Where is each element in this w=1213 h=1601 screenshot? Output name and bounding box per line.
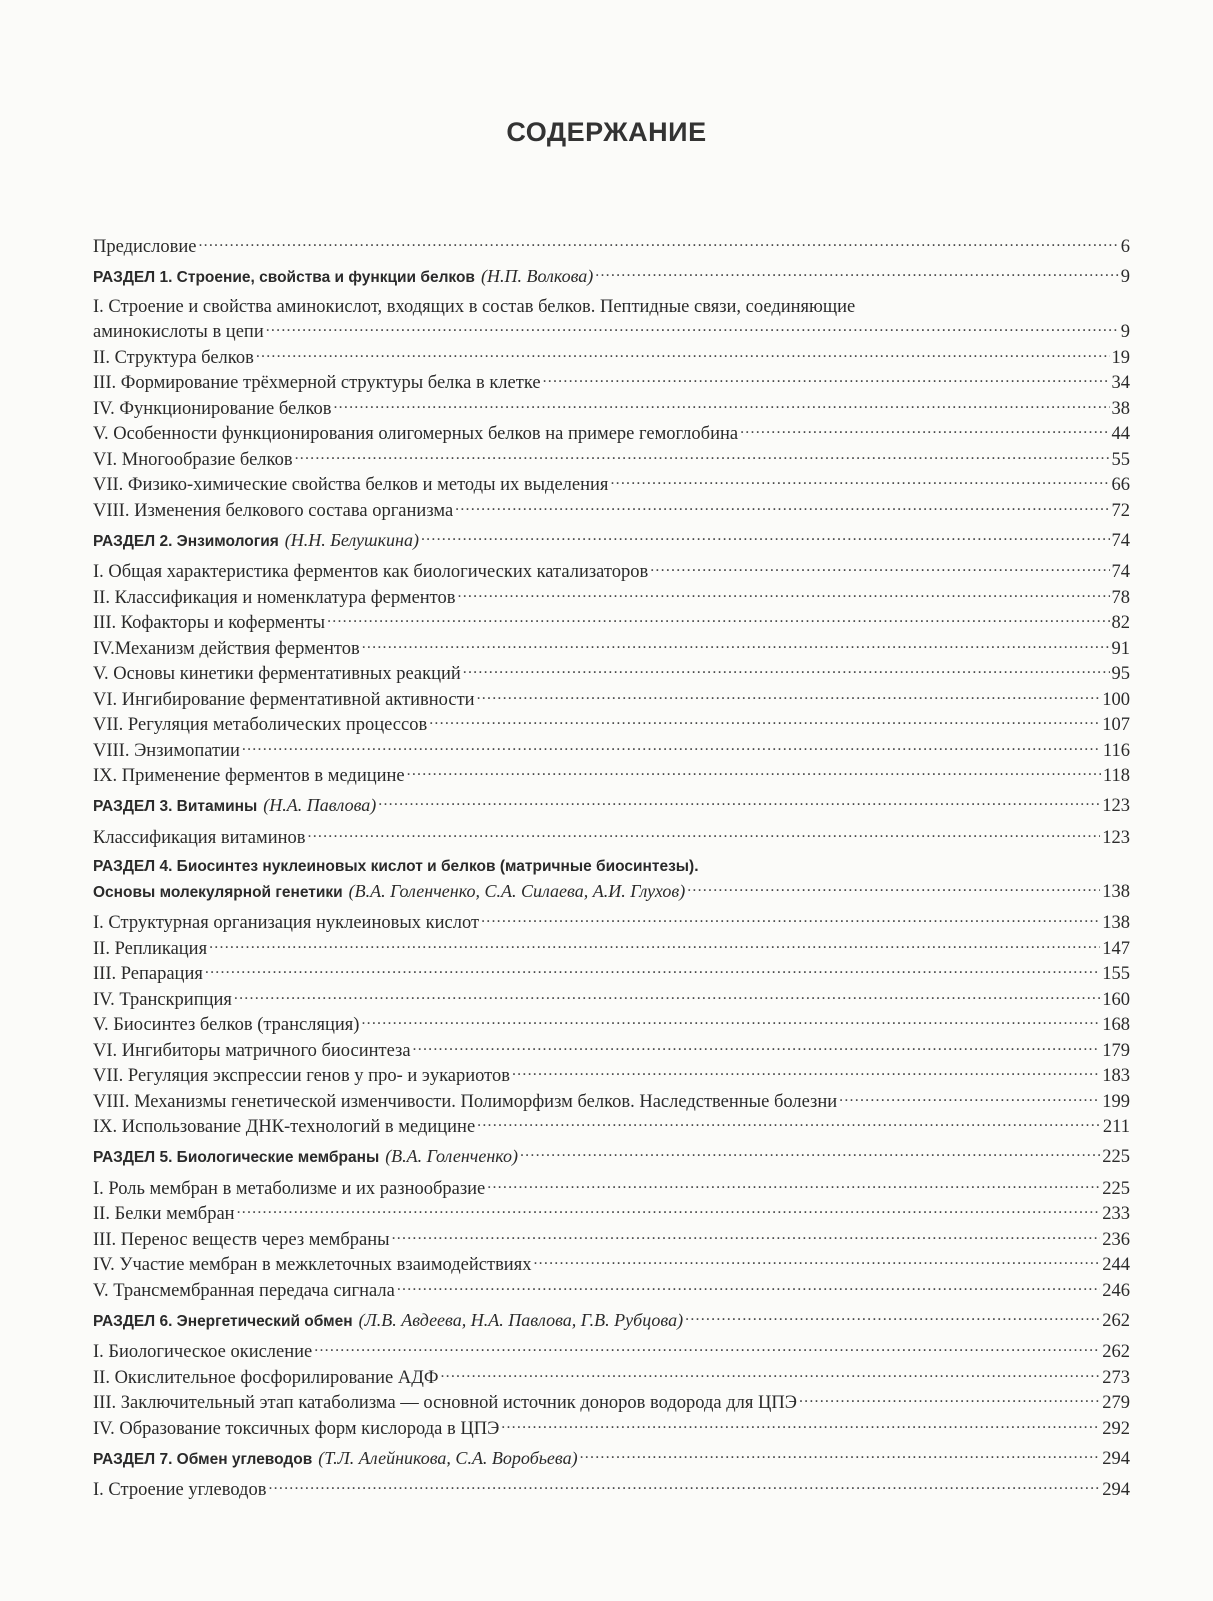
page-number: 100 bbox=[1102, 689, 1130, 710]
toc-entry[interactable] bbox=[93, 1201, 1130, 1227]
toc-entry[interactable] bbox=[93, 1252, 1130, 1278]
page-number: 78 bbox=[1111, 587, 1130, 608]
entry-title: Классификация витаминов bbox=[93, 827, 306, 848]
entry-title-line: I. Строение и свойства аминокислот, входящих в состав белков. Пептидные связи, соединяющие bbox=[93, 296, 856, 317]
toc-entry[interactable] bbox=[93, 421, 1130, 447]
entry-title: I. Структурная организация нуклеиновых кислот bbox=[93, 913, 480, 933]
toc-entry[interactable] bbox=[93, 824, 1130, 850]
dot-leader bbox=[407, 763, 1101, 782]
toc-entry[interactable] bbox=[93, 610, 1130, 636]
entry-title: III. Формирование трёхмерной структуры белка в клетке bbox=[93, 373, 541, 393]
page-number: 55 bbox=[1111, 449, 1130, 470]
dot-leader bbox=[533, 1252, 1100, 1271]
dot-leader bbox=[266, 319, 1119, 338]
page-number: 168 bbox=[1102, 1015, 1130, 1035]
page-number: 244 bbox=[1102, 1255, 1130, 1275]
dot-leader bbox=[268, 1477, 1100, 1496]
dot-leader bbox=[362, 635, 1110, 654]
dot-leader bbox=[256, 344, 1110, 363]
page-number: 246 bbox=[1102, 1280, 1130, 1301]
entry-title: VIII. Изменения белкового состава организма bbox=[93, 500, 454, 521]
page-number: 262 bbox=[1102, 1310, 1130, 1331]
entry-title: V. Основы кинетики ферментативных реакций bbox=[93, 664, 461, 684]
entry-title: VII. Физико-химические свойства белков и методы их выделения bbox=[93, 475, 609, 495]
entry-title: VII. Регуляция метаболических процессов bbox=[93, 715, 428, 735]
section-heading[interactable] bbox=[93, 1446, 1130, 1472]
entry-title: I. Общая характеристика ферментов как биологических катализаторов bbox=[93, 562, 649, 582]
toc-entry[interactable] bbox=[93, 1390, 1130, 1416]
entry-title: II. Окислительное фосфорилирование АДФ bbox=[93, 1367, 439, 1388]
page-number: 123 bbox=[1102, 827, 1130, 848]
dot-leader bbox=[839, 1088, 1100, 1107]
page-number: 225 bbox=[1102, 1147, 1130, 1167]
section-title: РАЗДЕЛ 5. Биологические мембраны (В.А. Голенченко) bbox=[93, 1146, 518, 1166]
entry-title: VI. Ингибирование ферментативной активности bbox=[93, 689, 475, 710]
section-heading[interactable] bbox=[93, 793, 1130, 819]
toc-entry[interactable] bbox=[93, 1063, 1130, 1089]
section-title: РАЗДЕЛ 3. Витамины (Н.А. Павлова) bbox=[93, 795, 377, 815]
page-number: 294 bbox=[1102, 1480, 1130, 1500]
dot-leader bbox=[580, 1448, 1101, 1464]
toc-entry[interactable] bbox=[93, 295, 1130, 345]
dot-leader bbox=[421, 530, 1110, 546]
dot-leader bbox=[440, 1364, 1100, 1383]
dot-leader bbox=[458, 584, 1110, 603]
dot-leader bbox=[198, 233, 1118, 252]
entry-title: IV. Образование токсичных форм кислорода в ЦПЭ bbox=[93, 1418, 500, 1439]
toc-entry[interactable] bbox=[93, 370, 1130, 396]
toc-entry[interactable] bbox=[93, 1114, 1130, 1140]
page-number: 294 bbox=[1102, 1448, 1130, 1469]
page-number: 91 bbox=[1111, 638, 1130, 659]
page-number: 262 bbox=[1102, 1342, 1130, 1362]
section-author: (Л.В. Авдеева, Н.А. Павлова, Г.В. Рубцова) bbox=[358, 1309, 684, 1330]
dot-leader bbox=[487, 1175, 1100, 1194]
toc-entry[interactable] bbox=[93, 737, 1130, 763]
dot-leader bbox=[314, 1339, 1100, 1358]
page-number: 138 bbox=[1102, 881, 1130, 902]
dot-leader bbox=[520, 1147, 1100, 1163]
page-number: 147 bbox=[1102, 938, 1130, 959]
section-title: Основы молекулярной генетики (В.А. Голенченко, С.А. Силаева, А.И. Глухов) bbox=[93, 880, 686, 901]
section-title-line: РАЗДЕЛ 4. Биосинтез нуклеиновых кислот и белков (матричные биосинтезы). bbox=[93, 857, 699, 875]
entry-title: II. Репликация bbox=[93, 938, 208, 959]
page-number: 233 bbox=[1102, 1204, 1130, 1224]
page-title: СОДЕРЖАНИЕ bbox=[506, 117, 707, 147]
entry-title: V. Биосинтез белков (трансляция) bbox=[93, 1015, 360, 1035]
page-number: 225 bbox=[1102, 1178, 1130, 1199]
entry-title: III. Кофакторы и коферменты bbox=[93, 613, 326, 633]
toc-entry[interactable] bbox=[93, 1477, 1130, 1503]
toc-entry[interactable] bbox=[93, 712, 1130, 738]
entry-title: I. Роль мембран в метаболизме и их разнообразие bbox=[93, 1178, 486, 1199]
dot-leader bbox=[295, 446, 1110, 465]
page-number: 34 bbox=[1111, 373, 1130, 393]
section-title: РАЗДЕЛ 2. Энзимология (Н.Н. Белушкина) bbox=[93, 529, 419, 550]
table-of-contents bbox=[93, 233, 1130, 1502]
toc-entry[interactable] bbox=[93, 1415, 1130, 1441]
toc-entry[interactable] bbox=[93, 986, 1130, 1012]
entry-title: VIII. Энзимопатии bbox=[93, 740, 240, 761]
dot-leader bbox=[595, 266, 1118, 282]
entry-title: V. Особенности функционирования олигомерных белков на примере гемоглобина bbox=[93, 424, 739, 444]
page-number: 123 bbox=[1102, 796, 1130, 816]
entry-title: II. Структура белков bbox=[93, 347, 254, 368]
page-number: 236 bbox=[1102, 1229, 1130, 1250]
page-number: 9 bbox=[1120, 266, 1130, 287]
page-number: 118 bbox=[1102, 766, 1130, 786]
page-number: 273 bbox=[1102, 1367, 1130, 1388]
page-number: 72 bbox=[1111, 500, 1130, 521]
dot-leader bbox=[205, 961, 1100, 980]
page-number: 74 bbox=[1111, 530, 1130, 551]
dot-leader bbox=[392, 1226, 1101, 1245]
section-author: (Т.Л. Алейникова, С.А. Воробьева) bbox=[318, 1447, 578, 1468]
toc-entry[interactable] bbox=[93, 1175, 1130, 1201]
dot-leader bbox=[308, 824, 1101, 843]
dot-leader bbox=[378, 796, 1100, 812]
dot-leader bbox=[543, 370, 1110, 389]
dot-leader bbox=[685, 1310, 1100, 1326]
dot-leader bbox=[327, 610, 1109, 629]
page-number: 9 bbox=[1120, 322, 1130, 342]
entry-title: IV. Транскрипция bbox=[93, 989, 232, 1010]
page-number: 160 bbox=[1102, 989, 1130, 1010]
dot-leader bbox=[477, 1114, 1101, 1133]
toc-entry[interactable] bbox=[93, 910, 1130, 936]
page-number: 183 bbox=[1102, 1066, 1130, 1086]
dot-leader bbox=[512, 1063, 1100, 1082]
toc-entry[interactable] bbox=[93, 395, 1130, 421]
entry-title: IV.Механизм действия ферментов bbox=[93, 638, 360, 659]
section-author: (В.А. Голенченко) bbox=[385, 1146, 518, 1166]
entry-title: III. Репарация bbox=[93, 964, 203, 984]
entry-title: VI. Многообразие белков bbox=[93, 449, 293, 470]
entry-title: IV. Функционирование белков bbox=[93, 398, 332, 419]
section-author: (В.А. Голенченко, С.А. Силаева, А.И. Глухов) bbox=[348, 880, 686, 901]
entry-title: III. Заключительный этап катаболизма — основной источник доноров водорода для ЦПЭ bbox=[93, 1393, 797, 1413]
page-number: 66 bbox=[1111, 475, 1130, 495]
section-heading[interactable] bbox=[93, 264, 1130, 290]
section-heading[interactable] bbox=[93, 1144, 1130, 1170]
page-number: 199 bbox=[1102, 1091, 1130, 1112]
toc-entry[interactable] bbox=[93, 559, 1130, 585]
entry-title: IX. Применение ферментов в медицине bbox=[93, 766, 405, 786]
section-author: (Н.П. Волкова) bbox=[480, 265, 594, 286]
toc-entry[interactable] bbox=[93, 763, 1130, 789]
dot-leader bbox=[429, 712, 1100, 731]
toc-entry[interactable] bbox=[93, 344, 1130, 370]
toc-entry[interactable] bbox=[93, 635, 1130, 661]
dot-leader bbox=[687, 881, 1100, 897]
page-number: 116 bbox=[1102, 740, 1130, 761]
toc-entry[interactable] bbox=[93, 1364, 1130, 1390]
toc-entry[interactable] bbox=[93, 497, 1130, 523]
toc-entry[interactable] bbox=[93, 446, 1130, 472]
toc-entry[interactable] bbox=[93, 472, 1130, 498]
section-heading[interactable] bbox=[93, 528, 1130, 554]
entry-title: II. Классификация и номенклатура ферментов bbox=[93, 587, 456, 608]
toc-entry[interactable] bbox=[93, 1088, 1130, 1114]
section-heading[interactable] bbox=[93, 855, 1130, 905]
entry-title: I. Строение углеводов bbox=[93, 1480, 267, 1500]
dot-leader bbox=[242, 737, 1101, 756]
page-number: 74 bbox=[1111, 562, 1130, 582]
entry-title: аминокислоты в цепи bbox=[93, 322, 264, 342]
section-title: РАЗДЕЛ 1. Строение, свойства и функции белков (Н.П. Волкова) bbox=[93, 265, 594, 286]
dot-leader bbox=[610, 472, 1109, 491]
page-number: 211 bbox=[1102, 1117, 1130, 1137]
page-number: 82 bbox=[1111, 613, 1130, 633]
page-number: 292 bbox=[1102, 1418, 1130, 1439]
dot-leader bbox=[237, 1201, 1101, 1220]
page-number: 44 bbox=[1111, 424, 1130, 444]
page-number: 38 bbox=[1111, 398, 1130, 419]
section-author: (Н.Н. Белушкина) bbox=[284, 529, 419, 550]
entry-title: VII. Регуляция экспрессии генов у про- и эукариотов bbox=[93, 1066, 510, 1086]
toc-entry[interactable] bbox=[93, 935, 1130, 961]
entry-title: VI. Ингибиторы матричного биосинтеза bbox=[93, 1040, 411, 1061]
toc-entry[interactable] bbox=[93, 233, 1130, 259]
entry-title: I. Биологическое окисление bbox=[93, 1342, 313, 1362]
page-number: 107 bbox=[1102, 715, 1130, 735]
dot-leader bbox=[477, 686, 1101, 705]
dot-leader bbox=[481, 910, 1100, 929]
section-heading[interactable] bbox=[93, 1308, 1130, 1334]
toc-entry[interactable] bbox=[93, 961, 1130, 987]
section-title: РАЗДЕЛ 7. Обмен углеводов (Т.Л. Алейникова, С.А. Воробьева) bbox=[93, 1447, 578, 1468]
entry-title: VIII. Механизмы генетической изменчивости. Полиморфизм белков. Наследственные болезни bbox=[93, 1091, 838, 1112]
entry-title: IV. Участие мембран в межклеточных взаимодействиях bbox=[93, 1255, 532, 1275]
section-author: (Н.А. Павлова) bbox=[263, 795, 377, 815]
dot-leader bbox=[740, 421, 1109, 440]
entry-title: III. Перенос веществ через мембраны bbox=[93, 1229, 390, 1250]
page-number: 138 bbox=[1102, 913, 1130, 933]
toc-entry[interactable] bbox=[93, 1226, 1130, 1252]
dot-leader bbox=[455, 497, 1109, 516]
dot-leader bbox=[397, 1277, 1100, 1296]
entry-title: IX. Использование ДНК-технологий в медицине bbox=[93, 1117, 476, 1137]
page-number: 6 bbox=[1120, 236, 1130, 257]
entry-title: V. Трансмембранная передача сигнала bbox=[93, 1280, 395, 1301]
dot-leader bbox=[413, 1037, 1101, 1056]
toc-entry[interactable] bbox=[93, 584, 1130, 610]
toc-entry[interactable] bbox=[93, 661, 1130, 687]
dot-leader bbox=[234, 986, 1100, 1005]
dot-leader bbox=[799, 1390, 1100, 1409]
dot-leader bbox=[361, 1012, 1100, 1031]
entry-title: II. Белки мембран bbox=[93, 1204, 235, 1224]
toc-entry[interactable] bbox=[93, 1012, 1130, 1038]
dot-leader bbox=[333, 395, 1109, 414]
page-number: 179 bbox=[1102, 1040, 1130, 1061]
dot-leader bbox=[209, 935, 1100, 954]
toc-entry[interactable] bbox=[93, 1339, 1130, 1365]
page-number: 279 bbox=[1102, 1393, 1130, 1413]
dot-leader bbox=[463, 661, 1110, 680]
section-title: РАЗДЕЛ 6. Энергетический обмен (Л.В. Авдеева, Н.А. Павлова, Г.В. Рубцова) bbox=[93, 1309, 684, 1330]
page-number: 155 bbox=[1102, 964, 1130, 984]
page-number: 95 bbox=[1111, 664, 1130, 684]
toc-entry[interactable] bbox=[93, 686, 1130, 712]
dot-leader bbox=[650, 559, 1109, 578]
toc-entry[interactable] bbox=[93, 1037, 1130, 1063]
dot-leader bbox=[501, 1415, 1100, 1434]
toc-entry[interactable] bbox=[93, 1277, 1130, 1303]
page-number: 19 bbox=[1111, 347, 1130, 368]
entry-title: Предисловие bbox=[93, 236, 197, 257]
